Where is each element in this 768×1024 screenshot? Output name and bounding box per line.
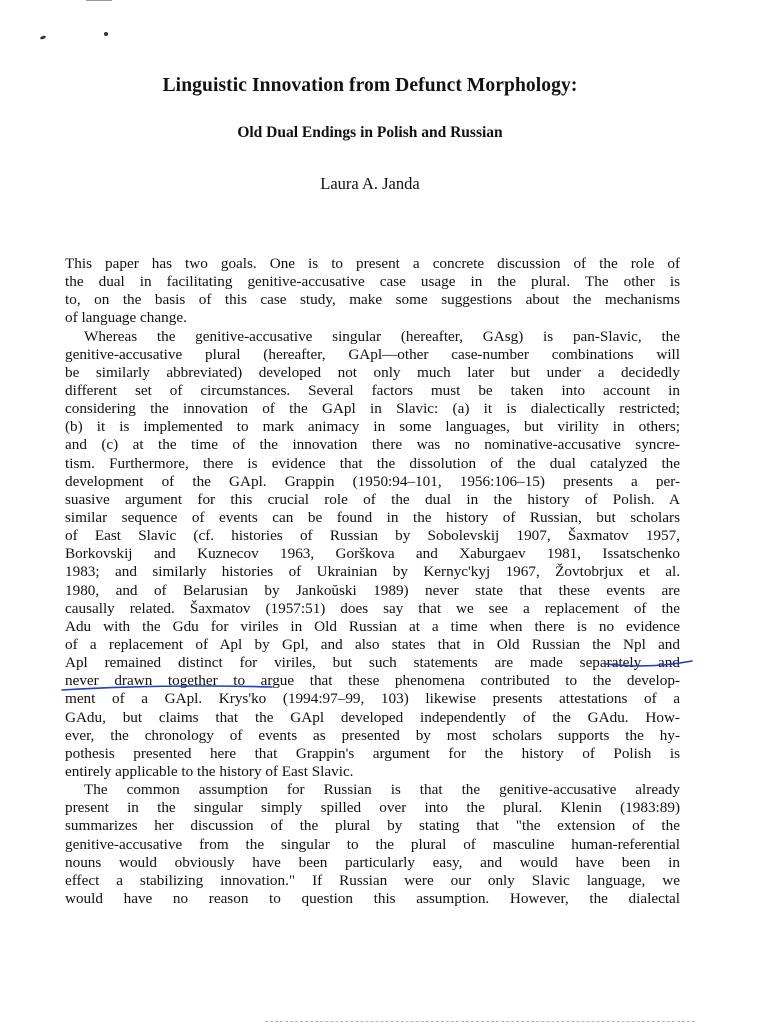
- scan-edge-mark: [86, 0, 112, 1]
- body-line: pothesis presented here that Grappin's argument for the history of Polish is: [65, 744, 680, 762]
- body-line: tism. Furthermore, there is evidence that the dissolution of the dual catalyzed the: [65, 454, 680, 472]
- body-line: The common assumption for Russian is that the genitive-accusative already: [84, 781, 680, 799]
- body-line: the dual in facilitating genitive-accusative case usage in the plural. The other is: [65, 273, 680, 291]
- body-line: effect a stabilizing innovation." If Russian were our only Slavic language, we: [65, 871, 680, 889]
- body-line: genitive-accusative from the singular to the plural of masculine human-referential: [65, 835, 680, 853]
- body-line: genitive-accusative plural (hereafter, GApl—other case-number combinations will: [65, 345, 680, 363]
- body-line: This paper has two goals. One is to present a concrete discussion of the role of: [65, 255, 680, 272]
- body-line: GAdu, but claims that the GApl developed independently of the GAdu. How-: [65, 708, 680, 726]
- article-body: [65, 255, 680, 908]
- body-line: entirely applicable to the history of East Slavic.: [65, 762, 354, 780]
- article-author: Laura A. Janda: [320, 174, 420, 193]
- body-line: 1983; and similarly histories of Ukrainian by Kernyc'kyj 1967, Žovtobrjux et al.: [65, 563, 680, 581]
- body-line: Adu with the Gdu for viriles in Old Russian at a time when there is no evidence: [65, 617, 680, 635]
- body-line: present in the singular simply spilled over into the plural. Klenin (1983:89): [65, 799, 680, 817]
- body-line: Whereas the genitive-accusative singular (hereafter, GAsg) is pan-Slavic, the: [84, 327, 680, 345]
- body-line: nouns would obviously have been particularly easy, and would have been in: [65, 853, 680, 871]
- body-line: ment of a GApl. Krys'ko (1994:97–99, 103) likewise presents attestations of a: [65, 690, 680, 708]
- body-line: suasive argument for this crucial role of the dual in the history of Polish. A: [65, 490, 680, 508]
- body-line: considering the innovation of the GApl in Slavic: (a) it is dialectically restricted;: [65, 400, 680, 418]
- body-line: Borkovskij and Kuznecov 1963, Gorškova and Xaburgaev 1981, Issatschenko: [65, 545, 680, 563]
- body-line: 1980, and of Belarusian by Jankoŭski 1989) never state that these events are: [65, 581, 680, 599]
- body-line: (b) it is implemented to mark animacy in some languages, but virility in others;: [65, 418, 680, 436]
- body-line: never drawn together to argue that these phenomena contributed to the develop-: [65, 672, 680, 690]
- body-line: Apl remained distinct for viriles, but such statements are made separately and: [65, 654, 680, 672]
- body-line: ever, the chronology of events as presented by most scholars supports the hy-: [65, 726, 680, 744]
- body-line: development of the GApl. Grappin (1950:94–101, 1956:106–15) presents a per-: [65, 472, 680, 490]
- scan-edge-mark: [265, 1021, 695, 1022]
- article-subtitle: Old Dual Endings in Polish and Russian: [237, 124, 503, 141]
- body-line: of language change.: [65, 309, 187, 327]
- body-line: causally related. Šaxmatov (1957:51) does say that we see a replacement of the: [65, 599, 680, 617]
- scan-speck: [104, 32, 108, 36]
- body-line: and (c) at the time of the innovation there was no nominative-accusative syncre-: [65, 436, 680, 454]
- scan-speck: [40, 35, 47, 40]
- body-line: to, on the basis of this case study, make some suggestions about the mechanisms: [65, 291, 680, 309]
- article-title: Linguistic Innovation from Defunct Morphology:: [162, 75, 578, 96]
- body-line: of a replacement of Apl by Gpl, and also states that in Old Russian the Npl and: [65, 635, 680, 653]
- body-line: be similarly abbreviated) developed not only much later but under a decidedly: [65, 363, 680, 381]
- body-line: summarizes her discussion of the plural by stating that "the extension of the: [65, 817, 680, 835]
- body-line: similar sequence of events can be found in the history of Russian, but scholars: [65, 508, 680, 526]
- body-line: different set of circumstances. Several factors must be taken into account in: [65, 381, 680, 399]
- body-line: of East Slavic (cf. histories of Russian by Sobolevskij 1907, Šaxmatov 1957,: [65, 527, 680, 545]
- body-line: would have no reason to question this assumption. However, the dialectal: [65, 889, 680, 907]
